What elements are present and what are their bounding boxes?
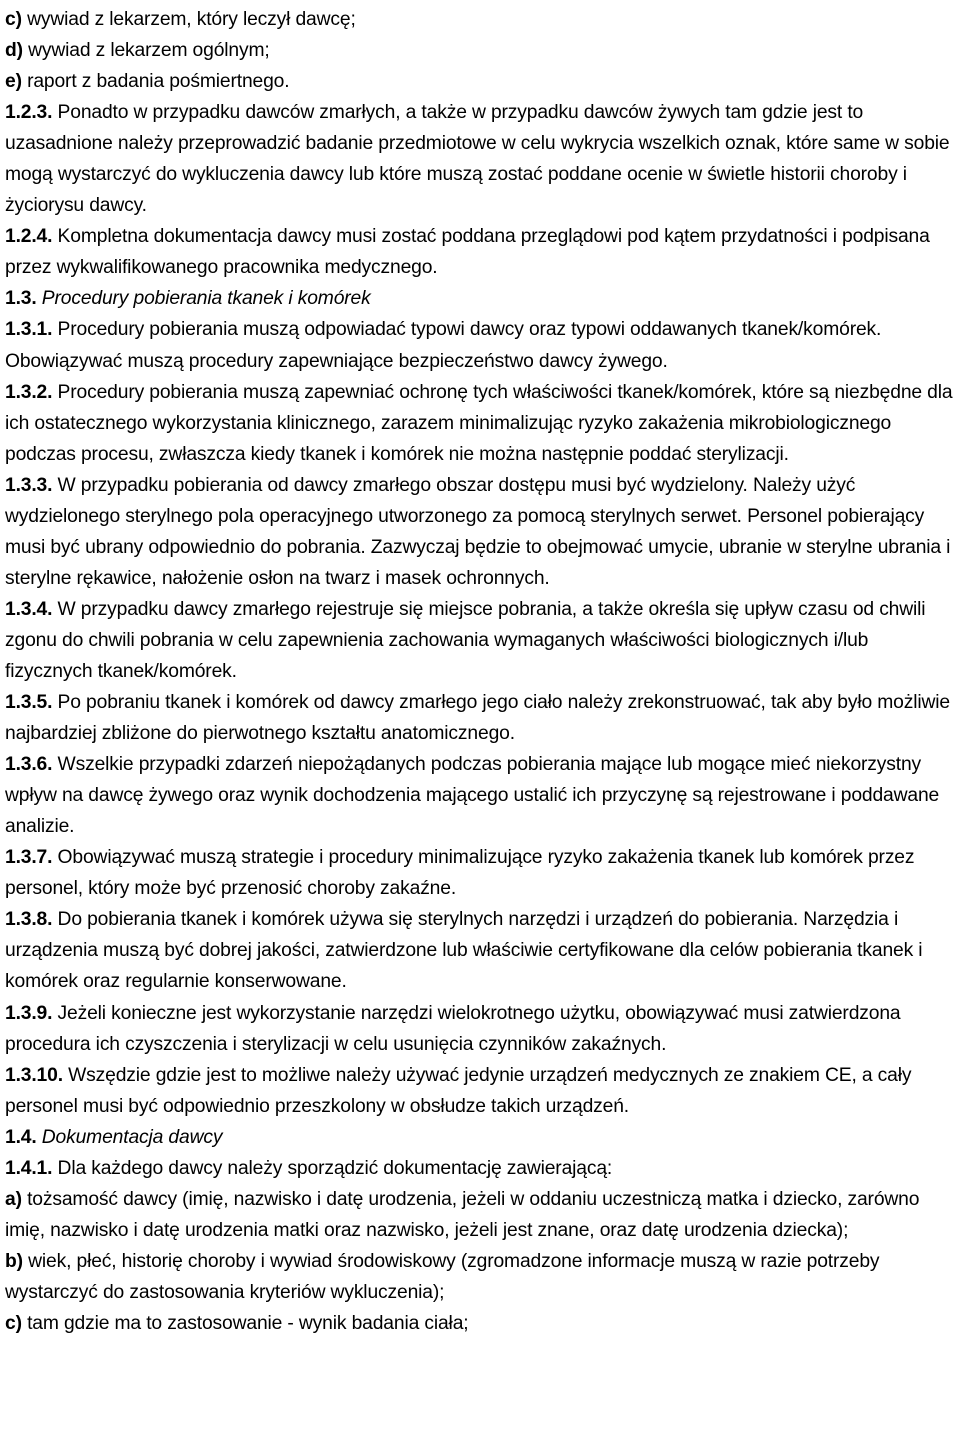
clause-text: W przypadku pobierania od dawcy zmarłego obszar dostępu musi być wydzielony. Należy użyć wydzielonego sterylnego pola operacyjnego utworzonego za pomocą sterylnych serwet. Personel pobierający musi być ubrany odpowiednio do pobrania. Zazwyczaj będzie to obejmować umycie, ubranie w sterylne ubrania i sterylne rękawice, nałożenie osłon na twarz i masek ochronnych. [5,474,951,589]
clause-number: 1.3.9. [5,1002,53,1024]
item-number: c) [5,1312,22,1334]
clause-number: 1.3.1. [5,319,53,341]
section-title: Dokumentacja dawcy [36,1126,223,1148]
clause-paragraph [5,687,956,749]
list-item [5,1308,956,1339]
clause-text: Do pobierania tkanek i komórek używa się sterylnych narzędzi i urządzeń do pobierania. Narzędzia i urządzenia muszą być dobrej jakości, zatwierdzone lub właściwie certyfikowane dla celów pobierania tkanek i komórek oraz regularnie konserwowane. [5,909,923,993]
section-heading [5,1122,956,1153]
clause-paragraph [5,97,956,221]
item-number: c) [5,9,22,30]
clause-paragraph [5,470,956,594]
clause-paragraph [5,594,956,687]
item-number: a) [5,1188,22,1210]
section-heading [5,283,956,314]
item-number: d) [5,40,23,62]
clause-text: Obowiązywać muszą strategie i procedury minimalizujące ryzyko zakażenia tkanek lub komórek przez personel, który może być przenosić choroby zakaźne. [5,847,915,900]
clause-paragraph [5,314,956,376]
clause-paragraph [5,998,956,1060]
clause-text: W przypadku dawcy zmarłego rejestruje się miejsce pobrania, a także określa się upływ czasu od chwili zgonu do chwili pobrania w celu zapewnienia zachowania wymaganych właściwości biologicznych i/lub fizycznych tkanek/komórek. [5,598,926,682]
clause-text: Ponadto w przypadku dawców zmarłych, a także w przypadku dawców żywych tam gdzie jest to uzasadnione należy przeprowadzić badanie przedmiotowe w celu wykrycia wszelkich oznak, które same w sobie mogą wystarczyć do wykluczenia dawcy lub które muszą zostać poddane ocenie w świetle historii choroby i życiorysu dawcy. [5,102,950,217]
clause-text: Dla każdego dawcy należy sporządzić dokumentację zawierającą: [52,1157,613,1179]
list-item [5,1184,956,1246]
clause-paragraph [5,1153,956,1184]
clause-number: 1.3.10. [5,1064,63,1086]
clause-text: Kompletna dokumentacja dawcy musi zostać poddana przeglądowi pod kątem przydatności i podpisana przez wykwalifikowanego pracownika medycznego. [5,226,930,279]
clause-text: Po pobraniu tkanek i komórek od dawcy zmarłego jego ciało należy zrekonstruować, tak aby było możliwie najbardziej zbliżone do pierwotnego kształtu anatomicznego. [5,692,950,745]
section-number: 1.4. [5,1126,37,1148]
clause-number: 1.3.8. [5,909,53,931]
section-number: 1.3. [5,288,37,310]
clause-paragraph [5,377,956,470]
item-text: tam gdzie ma to zastosowanie - wynik badania ciała; [21,1312,469,1334]
item-text: tożsamość dawcy (imię, nazwisko i datę urodzenia, jeżeli w oddaniu uczestniczą matka i dziecko, zarówno imię, nazwisko i datę urodzenia matki oraz nazwisko, jeżeli jest znane, oraz datę urodzenia dziecka); [5,1188,920,1241]
clause-text: Procedury pobierania muszą zapewniać ochronę tych właściwości tkanek/komórek, które są niezbędne dla ich ostatecznego wykorzystania klinicznego, zarazem minimalizując ryzyko zakażenia mikrobiologicznego podczas procesu, zwłaszcza kiedy tkanek i komórek nie można następnie poddać sterylizacji. [5,381,953,465]
list-item [5,4,956,35]
clause-text: Wszędzie gdzie jest to możliwe należy używać jedynie urządzeń medycznych ze znakiem CE, a cały personel musi być odpowiednio przeszkolony w obsłudze takich urządzeń. [5,1064,912,1117]
list-item [5,35,956,66]
clause-text: Jeżeli konieczne jest wykorzystanie narzędzi wielokrotnego użytku, obowiązywać musi zatwierdzona procedura ich czyszczenia i sterylizacji w celu usunięcia czynników zakaźnych. [5,1002,901,1055]
section-title: Procedury pobierania tkanek i komórek [36,288,371,310]
clause-paragraph [5,842,956,904]
clause-number: 1.2.4. [5,226,53,248]
clause-number: 1.4.1. [5,1157,53,1179]
clause-paragraph [5,904,956,997]
list-item [5,1246,956,1308]
item-text: wywiad z lekarzem, który leczył dawcę; [21,9,356,30]
item-text: wiek, płeć, historię choroby i wywiad środowiskowy (zgromadzone informacje muszą w razie potrzeby wystarczyć do zastosowania kryteriów wykluczenia); [5,1250,880,1303]
clause-number: 1.2.3. [5,102,53,124]
clause-number: 1.3.3. [5,474,53,496]
item-number: b) [5,1250,23,1272]
clause-number: 1.3.4. [5,598,53,620]
item-text: wywiad z lekarzem ogólnym; [22,40,270,62]
clause-number: 1.3.2. [5,381,53,403]
clause-number: 1.3.5. [5,692,53,714]
clause-number: 1.3.7. [5,847,53,869]
item-number: e) [5,71,22,93]
clause-paragraph [5,1060,956,1122]
item-text: raport z badania pośmiertnego. [21,71,290,93]
clause-text: Wszelkie przypadki zdarzeń niepożądanych podczas pobierania mające lub mogące mieć niekorzystny wpływ na dawcę żywego oraz wynik dochodzenia mającego ustalić ich przyczynę są rejestrowane i poddawane analizie. [5,754,940,838]
clause-number: 1.3.6. [5,754,53,776]
clause-paragraph [5,749,956,842]
clause-paragraph [5,221,956,283]
list-item [5,66,956,97]
clause-text: Procedury pobierania muszą odpowiadać typowi dawcy oraz typowi oddawanych tkanek/komórek. Obowiązywać muszą procedury zapewniające bezpieczeństwo dawcy żywego. [5,319,882,372]
